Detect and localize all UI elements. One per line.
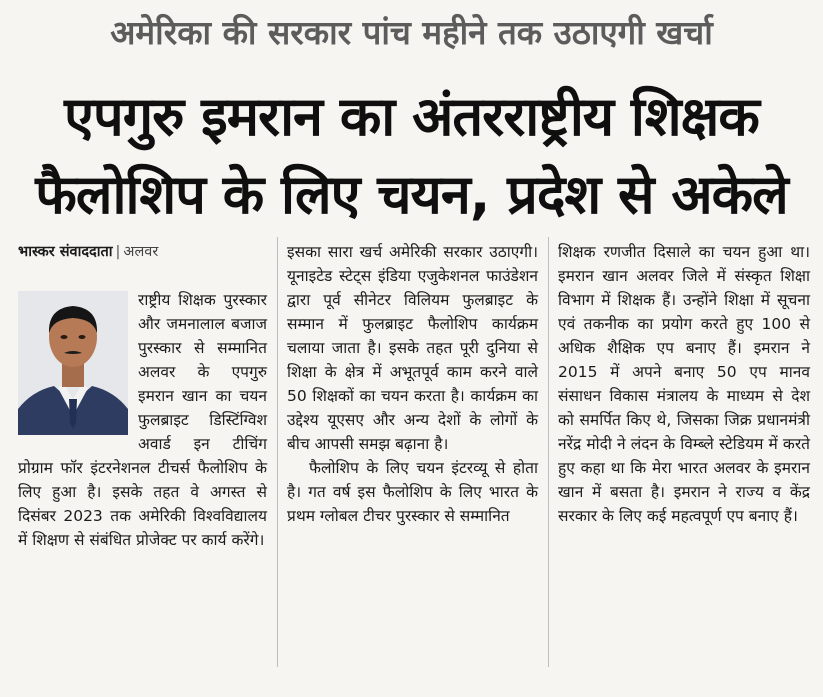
paragraph-2: इसका सारा खर्च अमेरिकी सरकार उठाएगी। यूनाइटेड स्टेट्स इंडिया एजुकेशनल फाउंडेशन द्वारा पूर्व सीनेटर विलियम फुलब्राइट के सम्मान में फुलब्राइट फैलोशिप कार्यक्रम चलाया जाता है। इसके तहत पूरी दुनिया से शिक्षा के क्षेत्र में अभूतपूर्व काम करने वाले 50 शिक्षकों का चयन करता है। कार्यक्रम का उद्देश्य यूएसए और अन्य देशों के लोगों के बीच आपसी समझ बढ़ाना है। xyxy=(287,243,538,453)
article-column-1 xyxy=(18,240,267,552)
headline-line-1: एपगुरु इमरान का अंतरराष्ट्रीय शिक्षक xyxy=(64,85,759,148)
column-divider-2 xyxy=(548,237,549,667)
kicker-headline: अमेरिका की सरकार पांच महीने तक उठाएगी खर्चा xyxy=(110,13,713,52)
byline-separator: | xyxy=(115,244,121,260)
paragraph-1: राष्ट्रीय शिक्षक पुरस्कार और जमनालाल बजाज पुरस्कार से सम्मानित अलवर के एपगुरु इमरान खान का चयन फुलब्राइट डिस्टिंग्विश अवार्ड इन टीचिंग प्रोग्राम फॉर इंटरनेशनल टीचर्स फैलोशिप के लिए हुआ है। इसके तहत वे अगस्त से दिसंबर 2023 तक अमेरिकी विश्वविद्यालय में शिक्षण से संबंधित प्रोजेक्ट पर कार्य करेंगे। xyxy=(18,291,267,549)
byline-city: अलवर xyxy=(123,244,159,260)
article-column-3 xyxy=(558,240,810,528)
paragraph-3: फैलोशिप के लिए चयन इंटरव्यू से होता है। गत वर्ष इस फैलोशिप के लिए भारत के प्रथम ग्लोबल टीचर पुरस्कार से सम्मानित xyxy=(287,459,538,525)
article-column-2 xyxy=(287,240,538,528)
byline-author: भास्कर संवाददाता xyxy=(18,244,113,260)
portrait-photo xyxy=(18,291,128,435)
column-divider-1 xyxy=(277,237,278,667)
paragraph-4: शिक्षक रणजीत दिसाले का चयन हुआ था। इमरान खान अलवर जिले में संस्कृत शिक्षा विभाग में शिक्षक हैं। उन्होंने शिक्षा में सूचना एवं तकनीक का प्रयोग करते हुए 100 से अधिक शैक्षिक एप बनाए हैं। इमरान ने 2015 में अपने बनाए 50 एप मानव संसाधन विकास मंत्रालय के माध्यम से देश को समर्पित किए थे, जिसका जिक्र प्रधानमंत्री नरेंद्र मोदी ने लंदन के विम्ब्ले स्टेडियम में करते हुए कहा था कि मेरा भारत अलवर के इमरान खान में बसता है। इमरान ने राज्य व केंद्र सरकार के लिए कई महत्वपूर्ण एप बनाए हैं। xyxy=(558,243,810,525)
portrait-illustration xyxy=(18,291,128,435)
headline-line-2: फैलोशिप के लिए चयन, प्रदेश से अकेले xyxy=(35,163,788,226)
byline xyxy=(18,240,267,264)
